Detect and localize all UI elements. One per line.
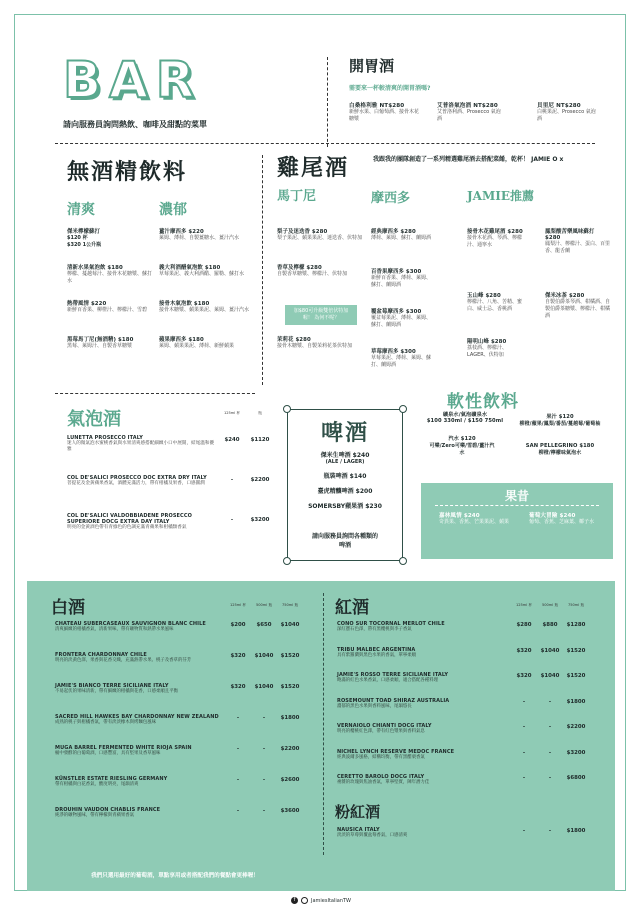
beer-note: 請向服務員詢問各種類的啤酒 xyxy=(312,533,379,549)
wine-price: $320 xyxy=(516,647,532,654)
sparkling-item-2: COL DE'SALICI PROSECCO DOC EXTRA DRY ITALY 菩提花及金黃蘋果香氣，酒體充滿活力，帶有柑橘及果香，口感圓潤 xyxy=(67,475,207,486)
cocktails-intro: 我跟我的團隊創造了一系列精選雞尾酒去搭配菜餚，乾杯！ JAMIE O x xyxy=(373,156,564,163)
mojito-title: 摩西多 xyxy=(371,191,411,206)
mocktails-col2-title: 濃郁 xyxy=(159,202,187,218)
mojito-1: 經典摩西多 $280 薄荷、萊姆、蘇打、蘭姆酒 xyxy=(371,229,432,241)
wine-row xyxy=(55,745,215,757)
sparkling-col2-header: 瓶 xyxy=(258,411,262,415)
sparkling-title: 氣泡酒 xyxy=(67,409,121,430)
jamie-title: JAMIE推薦 xyxy=(467,189,535,203)
sparkling-item-1: LUNETTA PROSECCO ITALY 迷人的微氣泡水蜜桃香氣與水果清爽感搭配細緻小口中展開，結尾溫和優雅 xyxy=(67,435,215,452)
mocktail-6: 義大利酒醋氣泡飲 $180 草莓果泥、義大利酒醋、羅勒、蘇打水 xyxy=(159,265,245,277)
wine-name: CONO SUR TOCORNAL MERLOT CHILE xyxy=(337,621,445,627)
wine-price: $6800 xyxy=(566,775,586,781)
soft-pellegrino: SAN PELLEGRINO $180 柳橙/檸檬味氣泡水 xyxy=(525,443,595,456)
divider-top xyxy=(327,57,328,147)
jamie-3: 陽明山峰 $280 荔枝酒、檸檬汁、LAGER、伏特加 xyxy=(467,339,508,358)
jamie-4: 鳳梨酸苦樂風味蘇打 $280 鳳梨汁、檸檬汁、蛋白、百里香、龍舌蘭 xyxy=(545,229,611,254)
mocktails-col1-title: 清爽 xyxy=(67,202,95,218)
red-title: 紅酒 xyxy=(335,598,369,618)
wine-price: $320 xyxy=(516,673,532,679)
sparkling-item-2-glass: - xyxy=(230,477,234,483)
beer-item-3: 臺虎精釀啤酒 $200 xyxy=(317,488,373,495)
white-title: 白酒 xyxy=(51,598,85,618)
martini-1: 梨子及迷迭香 $280 梨子果泥、蘋果果泥、迷迭香、伏特加 xyxy=(277,229,363,241)
wine-divider xyxy=(323,593,324,855)
wine-price: - xyxy=(548,775,552,781)
wine-price: - xyxy=(262,777,266,783)
beer-item-1-sub: (ALE / LAGER) xyxy=(325,459,365,465)
wine-name: CERETTO BAROLO DOCG ITALY xyxy=(337,774,425,780)
wine-price: $320 xyxy=(230,684,246,690)
sparkling-item-2-bottle: $2200 xyxy=(250,477,270,483)
wine-name: VERNAIOLO CHIANTI DOCG ITALY xyxy=(337,723,432,729)
wine-price: - xyxy=(236,808,240,814)
mocktail-3: 熱帶風情 $220 新鮮百香果、柳橙汁、檸檬汁、雪碧 xyxy=(67,301,148,313)
soft-water: 礦泉水/氣泡礦泉水 $100 330ml / $150 750ml xyxy=(426,412,504,424)
smoothie-box xyxy=(421,483,613,559)
wine-row xyxy=(337,647,497,659)
wine-desc: 純淨的礦物風味，帶有檸檬與青蘋果香氣 xyxy=(55,813,135,818)
aperitif-item-3: 貝里尼 NT$280 白桃果泥、Prosecco 氣泡酒 xyxy=(537,103,596,122)
wine-price: $1520 xyxy=(566,647,586,654)
wine-name: FRONTERA CHARDONNAY CHILE xyxy=(55,652,147,658)
wine-name: JAMIE'S BIANCO TERRE SICILIANE ITALY xyxy=(55,683,169,689)
wine-price: - xyxy=(548,828,552,834)
sparkling-item-3: COL DE'SALICI VALDOBBIADENE PROSECCO SUPERIORE DOCG EXTRA DAY ITALY 明亮的金黃酒色帶有青綠色的色調充滿青蘋果和柑橘類香氣 xyxy=(67,513,192,530)
wine-price: - xyxy=(522,749,526,756)
aperitif-subtitle: 需要來一杯較清爽的開胃酒嗎? xyxy=(349,85,431,92)
beer-item-2: 瓶裝啤酒 $140 xyxy=(323,473,367,480)
beer-item-4: SOMERSBY蘋果酒 $230 xyxy=(308,503,382,510)
white-col3: 750ml 瓶 xyxy=(281,603,299,607)
aperitif-item-2: 艾普洛氣泡酒 NT$280 艾普洛利酒、Prosecco 氣泡酒 xyxy=(437,103,501,122)
mocktail-7: 接骨木氣泡飲 $180 接骨木糖漿、蘋果果泥、萊姆、薑汁汽水 xyxy=(159,301,250,313)
sparkling-col1-header: 125ml 杯 xyxy=(223,411,241,415)
wine-desc: 複雜的玫瑰與焦油香氣，單寧堅實，陳年潛力佳 xyxy=(337,780,430,785)
beer-item-1: 傑米生啤酒 $240 xyxy=(320,452,370,459)
wine-price: $1040 xyxy=(254,684,274,690)
wine-price: $1040 xyxy=(254,653,274,659)
white-col1: 125ml 杯 xyxy=(229,603,247,607)
wine-row xyxy=(337,774,497,786)
menu-page xyxy=(14,14,626,904)
bar-title: BAR xyxy=(63,51,203,109)
wine-row xyxy=(337,698,497,710)
wine-price: - xyxy=(262,746,266,752)
sparkling-item-3-bottle: $3200 xyxy=(250,517,270,523)
jamie-1: 接骨木花雞尾酒 $280 接骨木花酒、琴酒、檸檬汁、通寧水 xyxy=(467,229,523,248)
wine-row xyxy=(337,672,497,684)
wine-price: $650 xyxy=(256,622,272,628)
wine-desc: 淡淡的草莓與覆盆莓香氣，口感清爽 xyxy=(337,833,408,838)
wine-price: $1040 xyxy=(280,622,300,628)
wine-desc: 不易起伏的果味清新，帶有細緻的柑橘與花香，口感柔順且平衡 xyxy=(55,689,178,694)
wine-price: $1040 xyxy=(540,673,560,679)
wine-desc: 具有紫羅蘭與黑色水果的香氣，單寧柔順 xyxy=(337,652,417,658)
red-col2: 500ml 瓶 xyxy=(541,603,559,607)
wine-name: MUGA BARREL FERMENTED WHITE RIOJA SPAIN xyxy=(55,745,192,751)
wine-price: - xyxy=(548,698,552,705)
rose-title: 粉紅酒 xyxy=(335,803,381,821)
smoothie-item-2: 葡萄大冒險 $240 葡萄、香蕉、芝麻葉、椰子水 xyxy=(529,513,595,525)
mojito-2: 百香果摩西多 $300 新鮮百香果、薄荷、萊姆、蘇打、蘭姆酒 xyxy=(371,269,432,288)
divider-middle xyxy=(262,155,263,385)
wine-price: $2200 xyxy=(280,746,300,752)
wine-row xyxy=(337,723,497,735)
wine-row xyxy=(55,621,215,633)
wine-price: - xyxy=(548,724,552,730)
wine-price: - xyxy=(236,746,240,752)
mocktail-1: 傑米檸檬蘇打 $120 杯 $320 1公升瓶 xyxy=(67,229,102,248)
wine-name: JAMIE'S ROSSO TERRE SICILIANE ITALY xyxy=(337,672,449,678)
wine-price: $1800 xyxy=(566,698,586,705)
facebook-icon[interactable]: f xyxy=(291,897,298,904)
wine-price: $1520 xyxy=(280,684,300,690)
wine-price: $280 xyxy=(516,622,532,628)
wine-desc: 清爽細緻的柑橘香氣，清新果味，帶有礦物質和熱帶水果風味 xyxy=(55,627,174,632)
wine-price: $880 xyxy=(542,622,558,628)
wine-row xyxy=(337,749,497,761)
wine-price: $1040 xyxy=(540,647,560,654)
wine-name: CHATEAU SUBERCASEAUX SAUVIGNON BLANC CHILE xyxy=(55,621,206,627)
wine-price: $3600 xyxy=(280,808,300,814)
footer-note: 我們只選用最好的葡萄酒，單點享用或者搭配我們的餐點會更棒喔！ xyxy=(91,873,259,879)
mocktails-title: 無酒精飲料 xyxy=(67,159,188,185)
wine-price: $2200 xyxy=(566,724,586,730)
bar-subtitle: 請向服務員詢問熱飲、咖啡及甜點的菜單 xyxy=(63,120,207,129)
cocktails-title: 雞尾酒 xyxy=(277,155,350,181)
beer-corner-ring-tr xyxy=(399,405,407,413)
wine-name: ROSEMOUNT TOAD SHIRAZ AUSTRALIA xyxy=(337,697,450,704)
wine-name: TRIBU MALBEC ARGENTINA xyxy=(337,646,416,653)
wine-name: KÜNSTLER ESTATE RIESLING GERMANY xyxy=(55,776,168,782)
red-col3: 750ml 瓶 xyxy=(567,603,585,607)
wine-price: - xyxy=(522,828,526,834)
aperitif-title: 開胃酒 xyxy=(349,57,395,75)
sparkling-item-1-glass: $240 xyxy=(224,437,240,443)
wine-price: - xyxy=(522,724,526,730)
smoothie-item-1: 嘉林風情 $240 奇異果、香蕉、芒果果泥、蘋果 xyxy=(439,513,510,525)
beer-title: 啤酒 xyxy=(320,420,369,446)
wine-desc: 濃郁的黑色水果與香料風味，尾韻悠長 xyxy=(337,703,412,709)
smoothie-title: 果昔 xyxy=(504,489,529,503)
wine-desc: 飽滿的紅色水果香氣，口感柔順，適合搭配各種料理 xyxy=(337,678,438,683)
mocktail-2: 清新水果氣泡飲 $180 檸檬、蔓越莓汁、接骨木花糖漿、蘇打水 xyxy=(67,265,153,284)
soft-juice: 果汁 $120 柳橙/蘋果/鳳梨/番茄/蔓越莓/葡萄柚 xyxy=(519,414,601,427)
mojito-3: 覆盆莓摩西多 $300 覆盆莓果泥、薄荷、萊姆、蘇打、蘭姆酒 xyxy=(371,309,432,328)
mocktail-8: 蘋果摩西多 $180 萊姆、蘋果果泥、薄荷、新鮮蘋果 xyxy=(159,337,235,349)
wine-desc: 明亮的櫻桃紅色澤，帶有紅色漿果與香料氣息 xyxy=(337,729,425,734)
wine-desc: 成熟的桃子與柑橘香氣，帶有淡淡橡木與烤麵包風味 xyxy=(55,720,156,725)
wine-price: - xyxy=(236,715,240,721)
sparkling-item-3-glass: - xyxy=(230,517,234,523)
martini-note: 加$80可升級雙倍伏特加喔！ 為何不呢？ xyxy=(285,305,357,325)
soft-title: 軟性飲料 xyxy=(447,392,519,412)
wine-price: $1520 xyxy=(280,653,300,659)
martini-2: 香草及檸檬 $280 自製香草糖漿、檸檬汁、伏特加 xyxy=(277,265,348,277)
wine-price: $1280 xyxy=(566,622,586,628)
white-col2: 500ml 瓶 xyxy=(255,603,273,607)
beer-corner-ring-tl xyxy=(283,405,291,413)
wine-price: - xyxy=(522,775,526,781)
wine-price: - xyxy=(262,715,266,721)
martini-3: 茉莉花 $280 接骨木糖漿、自製茉莉花茶伏特加 xyxy=(277,337,353,349)
aperitif-item-1: 白桑格利雅 NT$280 新鮮水果、白葡萄酒、接骨木花糖漿 xyxy=(349,103,420,122)
wine-price: - xyxy=(522,698,526,705)
wine-price: $1520 xyxy=(566,673,586,679)
instagram-icon[interactable] xyxy=(301,897,308,904)
divider-mid-horizontal xyxy=(55,393,255,394)
beer-box xyxy=(287,409,403,561)
wine-row xyxy=(55,714,219,726)
wine-row xyxy=(55,652,215,664)
wine-price: $320 xyxy=(230,653,246,659)
beer-corner-ring-br xyxy=(399,557,407,565)
sparkling-item-1-bottle: $1120 xyxy=(250,437,270,443)
wine-name: DROUHIN VAUDON CHABLIS FRANCE xyxy=(55,807,161,813)
red-col1: 125ml 杯 xyxy=(515,603,533,607)
wine-price: - xyxy=(262,808,266,814)
mocktail-5: 薑汁摩西多 $220 萊姆、薄荷、自製薑糖水、薑汁汽水 xyxy=(159,229,240,241)
wine-name: NAUSICA ITALY xyxy=(337,827,380,833)
wine-desc: 明亮的淡黃色澤，果香與花香交織，充滿熱帶水果、桃子及香草的芬芳 xyxy=(55,658,192,663)
wine-row xyxy=(337,827,497,839)
wine-row xyxy=(55,807,215,819)
wine-row xyxy=(337,621,497,633)
martini-title: 馬丁尼 xyxy=(277,189,317,204)
wine-price: $1800 xyxy=(566,828,586,834)
mojito-4: 草莓摩西多 $300 草莓果泥、薄荷、萊姆、蘇打、蘭姆酒 xyxy=(371,349,432,368)
divider-header xyxy=(55,143,595,144)
wine-desc: 桶中發酵的白葡萄酒，口感豐富，具有堅果及香草風味 xyxy=(55,751,161,756)
wine-price: - xyxy=(548,749,552,756)
soft-soda: 汽水 $120 可樂/Zero可樂/雪碧/薑汁汽水 xyxy=(429,436,495,456)
mocktail-4: 黑莓馬丁尼(無酒精) $180 黑莓、萊姆汁、自製香草糖漿 xyxy=(67,337,134,349)
wine-name: NICHEL LYNCH RESERVE MEDOC FRANCE xyxy=(337,748,455,755)
wine-desc: 經典波爾多風格，結構均衡，帶有黑醋栗香氣 xyxy=(337,754,425,760)
wine-desc: 深紅寶石色澤，帶有黑櫻桃與李子香氣 xyxy=(337,627,412,632)
social-handle: JamiesItalianTW xyxy=(311,897,351,904)
jamie-2: 玉山峰 $280 檸檬汁、八角、苦精、蜜白、威士忌、香桃酒 xyxy=(467,293,523,312)
beer-corner-ring-bl xyxy=(283,557,291,565)
wine-price: $3200 xyxy=(566,749,586,756)
wine-desc: 帶有柑橘與白花香氣，酸度明亮，尾韻清爽 xyxy=(55,782,139,787)
jamie-5: 傑米冰茶 $280 自製伯爵茶琴酒、柑橘酒、自製伯爵茶糖漿、檸檬汁、柑橘酒 xyxy=(545,293,611,319)
wine-price: $200 xyxy=(230,622,246,628)
wine-name: SACRED HILL HAWKES BAY CHARDONNAY NEW ZEALAND xyxy=(55,714,219,720)
wine-price: - xyxy=(236,777,240,783)
social-footer xyxy=(291,897,351,904)
wine-row xyxy=(55,683,215,695)
wine-price: $1800 xyxy=(280,715,300,721)
wine-price: $2600 xyxy=(280,777,300,783)
wine-row xyxy=(55,776,215,788)
wine-section xyxy=(27,581,615,891)
